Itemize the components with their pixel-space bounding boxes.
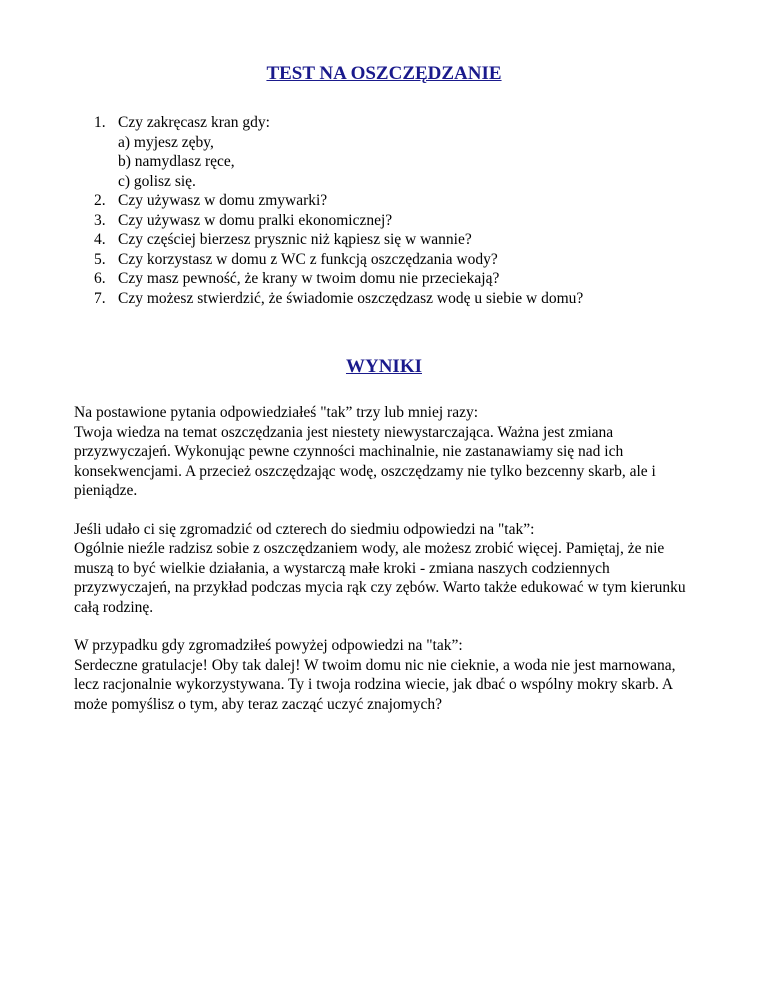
result-lead: Na postawione pytania odpowiedziałeś "tak” trzy lub mniej razy: [74, 404, 479, 421]
question-item [74, 289, 583, 309]
result-body: Ogólnie nieźle radzisz sobie z oszczędzaniem wody, ale możesz zrobić więcej. Pamiętaj, że nie muszą to być wielkie działania, a wystarczą małe kroki - zmiana naszych codziennych przyzwyczajeń, na przykład podczas mycia rąk czy zębów. Warto także edukować w tym kierunku całą rodzinę. [74, 540, 686, 616]
question-item [74, 113, 583, 191]
question-sub-item: b) namydlasz ręce, [118, 153, 235, 170]
question-number: 3. [94, 211, 106, 229]
question-number: 4. [94, 231, 106, 248]
question-number: 5. [94, 250, 106, 268]
result-paragraph [74, 636, 704, 714]
question-text: Czy używasz w domu zmywarki? [118, 192, 328, 209]
question-text: Czy zakręcasz kran gdy: [118, 114, 270, 131]
test-title: TEST NA OSZCZĘDZANIE [266, 63, 502, 84]
question-number: 7. [94, 289, 106, 307]
question-text: Czy częściej bierzesz prysznic niż kąpiesz się w wannie? [118, 231, 472, 248]
question-number: 1. [94, 114, 106, 131]
question-text: Czy możesz stwierdzić, że świadomie oszczędzasz wodę u siebie w domu? [118, 289, 584, 307]
question-item [74, 269, 583, 289]
question-sub-list [118, 133, 583, 192]
result-body: Twoja wiedza na temat oszczędzania jest niestety niewystarczająca. Ważna jest zmiana przyzwyczajeń. Wykonując pewne czynności machinalnie, nie zastanawiamy się nad ich konsekwencjami. A przecież oszczędzając wodę, oszczędzamy nie tylko bezcenny skarb, ale i pieniądze. [74, 423, 656, 499]
question-item [74, 230, 583, 250]
question-number: 2. [94, 192, 106, 209]
result-paragraph [74, 520, 704, 618]
results-section [74, 403, 704, 733]
result-body: Serdeczne gratulacje! Oby tak dalej! W twoim domu nic nie cieknie, a woda nie jest marnowana, lecz racjonalnie wykorzystywana. Ty i twoja rodzina wiecie, jak dbać o wspólny mokry skarb. A może pomyślisz o tym, aby teraz zacząć uczyć znajomych? [74, 656, 676, 713]
question-text: Czy korzystasz w domu z WC z funkcją oszczędzania wody? [118, 250, 498, 268]
question-list [74, 113, 583, 308]
question-text: Czy używasz w domu pralki ekonomicznej? [118, 211, 393, 229]
result-lead: Jeśli udało ci się zgromadzić od czterech do siedmiu odpowiedzi na "tak”: [74, 520, 535, 538]
question-text: Czy masz pewność, że krany w twoim domu nie przeciekają? [118, 270, 500, 287]
result-paragraph [74, 403, 704, 501]
question-item [74, 191, 583, 211]
results-title: WYNIKI [345, 356, 422, 377]
result-lead: W przypadku gdy zgromadziłeś powyżej odpowiedzi na "tak”: [74, 637, 463, 654]
question-item [74, 211, 583, 231]
question-sub-item: a) myjesz zęby, [118, 133, 214, 151]
question-item [74, 250, 583, 270]
question-sub-item: c) golisz się. [118, 172, 196, 190]
question-number: 6. [94, 270, 106, 287]
